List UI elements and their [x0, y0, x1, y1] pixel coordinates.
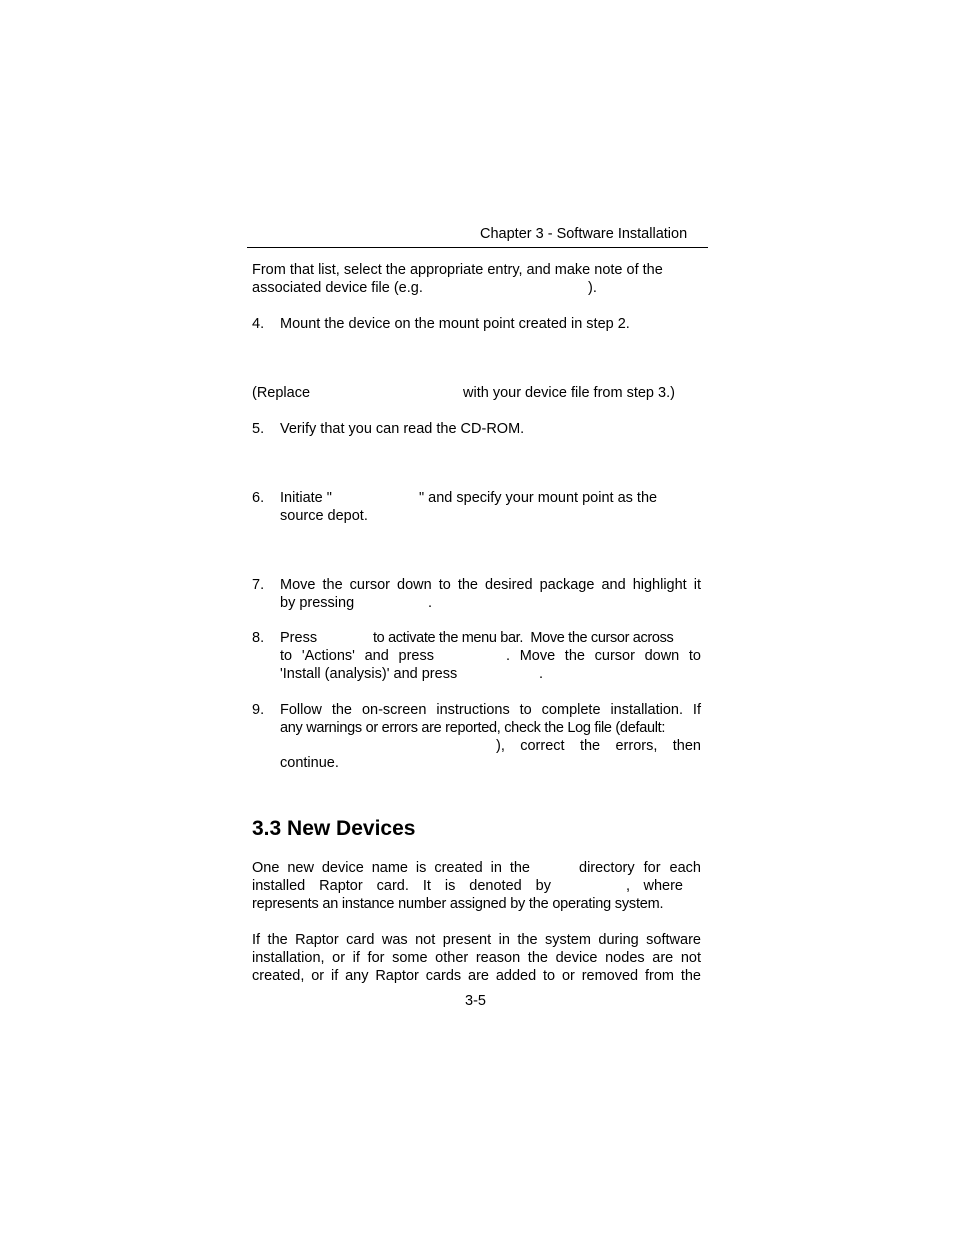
- step-7-number: 7.: [252, 577, 265, 593]
- step-5-number: 5.: [252, 421, 265, 437]
- step-4-text: Mount the device on the mount point created in step 2.: [280, 316, 630, 332]
- section-p1-line-1a: One new device name is created in the: [252, 860, 530, 876]
- step-9-text-line-2: any warnings or errors are reported, check the Log file (default:: [280, 720, 666, 736]
- step-5-text: Verify that you can read the CD-ROM.: [280, 421, 525, 437]
- replace-note-a: (Replace: [252, 385, 311, 401]
- section-p2-line-1: If the Raptor card was not present in the system during software: [252, 932, 701, 948]
- step-6-number: 6.: [252, 490, 265, 506]
- section-p2-line-2: installation, or if for some other reason the device nodes are not: [252, 950, 701, 966]
- intro-line-1: From that list, select the appropriate entry, and make note of the: [252, 262, 663, 278]
- step-6-text-b: " and specify your mount point as the: [419, 490, 658, 506]
- running-header: Chapter 3 - Software Installation: [480, 226, 688, 242]
- step-9-text-line-1: Follow the on-screen instructions to complete installation. If: [280, 702, 701, 718]
- step-9-text-line-3: ), correct the errors, then: [496, 738, 701, 754]
- step-8-text-line-2a: to 'Actions' and press: [280, 648, 434, 664]
- step-4-number: 4.: [252, 316, 265, 332]
- step-8-text-line-3a: 'Install (analysis)' and press: [280, 666, 458, 682]
- step-7-text-line-1: Move the cursor down to the desired package and highlight it: [280, 577, 701, 593]
- step-8-text-line-1a: Press: [280, 630, 318, 646]
- step-9-number: 9.: [252, 702, 265, 718]
- section-heading: 3.3 New Devices: [252, 817, 416, 840]
- section-p2-line-3: created, or if any Raptor cards are added to or removed from the: [252, 968, 701, 984]
- step-7-text-line-2a: by pressing: [280, 595, 355, 611]
- step-6-text-a: Initiate ": [280, 490, 332, 506]
- step-8-text-line-1b: to activate the menu bar. Move the cursor across: [373, 630, 674, 646]
- intro-line-2b: ).: [588, 280, 597, 296]
- step-8-number: 8.: [252, 630, 265, 646]
- intro-line-2a: associated device file (e.g.: [252, 280, 423, 296]
- step-8-text-line-2b: . Move the cursor down to: [506, 648, 701, 664]
- step-7-text-line-2b: .: [428, 595, 433, 611]
- section-p1-line-3: represents an instance number assigned by the operating system.: [252, 896, 664, 912]
- step-8-text-line-3b: .: [539, 666, 544, 682]
- step-9-text-line-4: continue.: [280, 755, 339, 771]
- section-p1-line-2a: installed Raptor card. It is denoted by: [252, 878, 551, 894]
- step-6-text-line-2: source depot.: [280, 508, 368, 524]
- page-number: 3-5: [465, 993, 486, 1009]
- replace-note-b: with your device file from step 3.): [463, 385, 675, 401]
- section-p1-line-1b: directory for each: [579, 860, 701, 876]
- header-rule: [247, 247, 708, 248]
- section-p1-line-2b: , where: [626, 878, 683, 894]
